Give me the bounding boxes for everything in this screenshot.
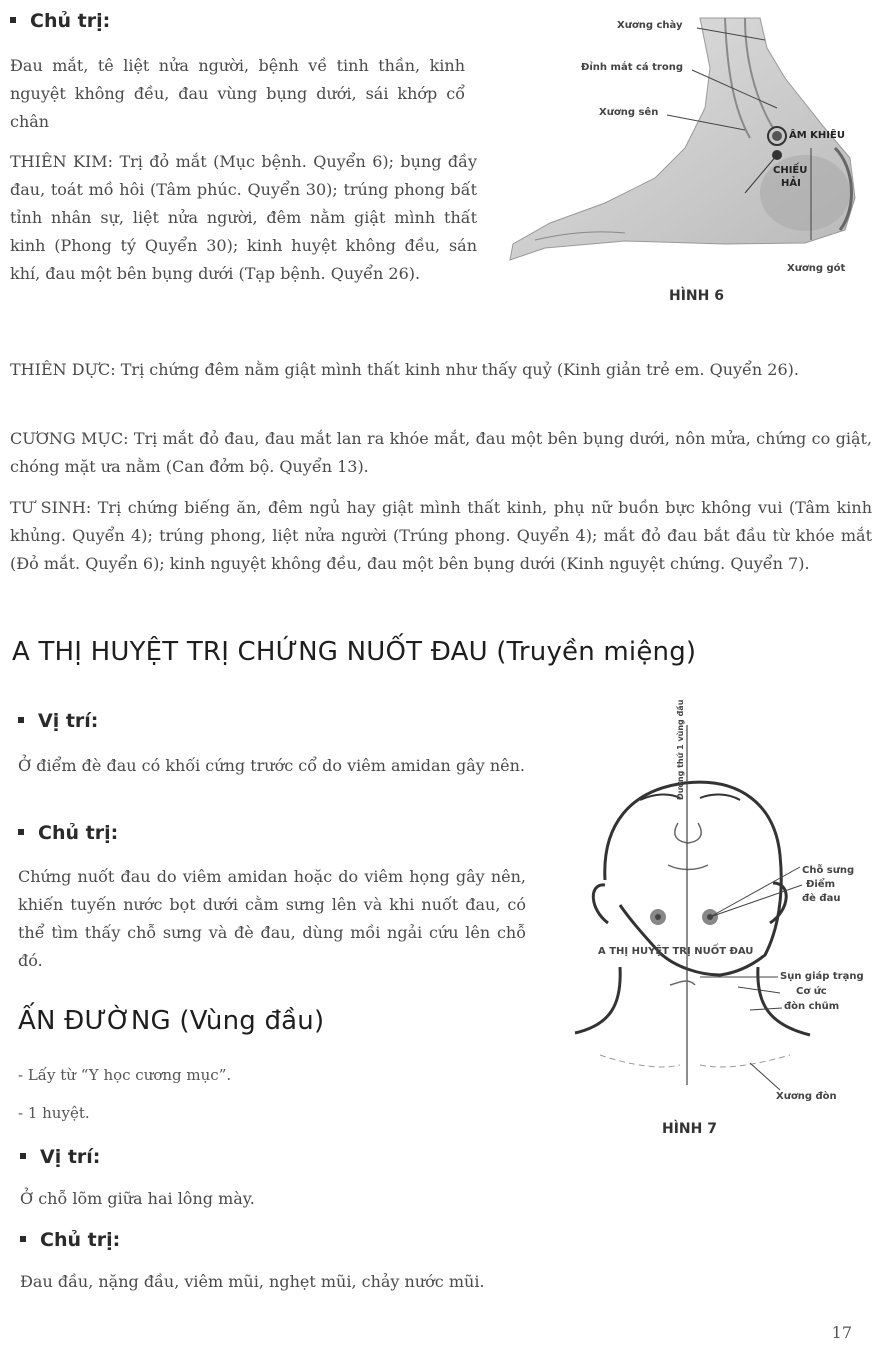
label-sun-giap-trang: Sụn giáp trạng (780, 971, 864, 982)
chutri-heading-1 (10, 10, 110, 32)
label-don-chum: đòn chũm (784, 1001, 840, 1012)
vitri-heading-2 (18, 710, 98, 732)
cuongmuc-paragraph: CƯƠNG MỤC: Trị mắt đỏ đau, đau mắt lan ra khóe mắt, đau một bên bụng dưới, nôn mửa, chứng co giật, chóng mặt ưa nằm (Can đởm bộ. Quyển 13). (10, 429, 872, 476)
label-xuong-sen: Xương sên (599, 107, 659, 118)
foot-illustration (505, 8, 875, 278)
chutri-heading-1-text: Chủ trị: (30, 10, 111, 32)
thienkim-paragraph: THIÊN KIM: Trị đỏ mắt (Mục bệnh. Quyển 6); bụng đầy đau, toát mồ hôi (Tâm phúc. Quyển 30); trúng phong bất tỉnh nhân sự, liệt nửa người, đêm nằm giật mình thất kinh (Phong tý Quyển 30); kinh huyệt không đều, sán khí, đau một bên bụng dưới (Tạp bệnh. Quyển 26). (10, 152, 477, 283)
tusinh-paragraph: TƯ SINH: Trị chứng biếng ăn, đêm ngủ hay giật mình thất kinh, phụ nữ buồn bực không vui (Tâm kinh khủng. Quyển 4); trúng phong, liệt nửa người (Trúng phong. Quyển 4); mắt đỏ đau bắt đầu từ khóe mắt (Đỏ mắt. Quyển 6); kinh nguyệt không đều, đau một bên bụng dưới (Kinh nguyệt chứng. Quyển 7). (10, 498, 872, 573)
figure-7 (560, 699, 878, 1155)
chutri-paragraph-3: Đau đầu, nặng đầu, viêm mũi, nghẹt mũi, chảy nước mũi. (20, 1272, 485, 1291)
chutri-paragraph-1: Đau mắt, tê liệt nửa người, bệnh về tinh thần, kinh nguyệt không đều, đau vùng bụng dưới, sái khớp cổ chân (10, 56, 465, 131)
vitri-heading-3-text: Vị trí: (40, 1146, 101, 1168)
vitri-paragraph-2: Ở điểm đè đau có khối cứng trước cổ do viêm amidan gây nên. (18, 756, 526, 775)
label-cho-sung: Chỗ sưng (802, 865, 855, 876)
vitri-heading-3 (20, 1146, 100, 1168)
figure-6-caption: HÌNH 6 (669, 288, 724, 304)
bullet-icon (10, 17, 16, 23)
label-diem: Điểm (806, 879, 836, 890)
bullet-icon (20, 1236, 26, 1242)
label-am-khieu: ÂM KHIÊU (789, 130, 845, 141)
figure-7-caption: HÌNH 7 (662, 1121, 717, 1137)
label-duong-thu-1-vung-dau: Đường thứ 1 vùng đầu (676, 699, 685, 800)
thienduc-paragraph: THIÊN DỰC: Trị chứng đêm nằm giật mình thất kinh như thấy quỷ (Kinh giản trẻ em. Quyển 26). (10, 360, 799, 379)
chutri-paragraph-2: Chứng nuốt đau do viêm amidan hoặc do viêm họng gây nên, khiến tuyến nước bọt dưới cằm sưng lên và khi nuốt đau, có thể tìm thấy chỗ sưng và đè đau, dùng mồi ngải cứu lên chỗ đó. (18, 867, 526, 970)
face-illustration (560, 705, 878, 1125)
figure-6 (505, 8, 875, 308)
page-number: 17 (831, 1323, 852, 1342)
section-title-an-duong: ẤN ĐƯỜNG (Vùng đầu) (18, 1006, 325, 1036)
label-co-uc: Cơ ức (796, 986, 827, 997)
bullet-icon (18, 717, 24, 723)
vitri-heading-2-text: Vị trí: (38, 710, 99, 732)
label-xuong-got: Xương gót (787, 263, 846, 274)
count-line: - 1 huyệt. (18, 1104, 90, 1122)
label-hai: HẢI (781, 178, 801, 189)
bullet-icon (18, 829, 24, 835)
label-dinh-mat-ca-trong: Đỉnh mắt cá trong (581, 62, 683, 73)
vitri-paragraph-3: Ở chỗ lõm giữa hai lông mày. (20, 1189, 255, 1208)
label-xuong-don: Xương đòn (776, 1091, 837, 1102)
chutri-heading-3-text: Chủ trị: (40, 1229, 121, 1251)
chutri-heading-2-text: Chủ trị: (38, 822, 119, 844)
label-a-thi-huyet-tri-nuot-dau: A THỊ HUYỆT TRỊ NUỐT ĐAU (598, 946, 754, 957)
chutri-heading-2 (18, 822, 118, 844)
bullet-icon (20, 1153, 26, 1159)
label-de-dau: đè đau (802, 893, 841, 904)
source-line: - Lấy từ “Y học cương mục”. (18, 1066, 232, 1084)
section-title-a-thi-huyet: A THỊ HUYỆT TRỊ CHỨNG NUỐT ĐAU (Truyền miệng) (12, 637, 697, 667)
chutri-heading-3 (20, 1229, 120, 1251)
label-chieu: CHIẾU (773, 165, 808, 176)
label-xuong-chay: Xương chày (617, 20, 683, 31)
